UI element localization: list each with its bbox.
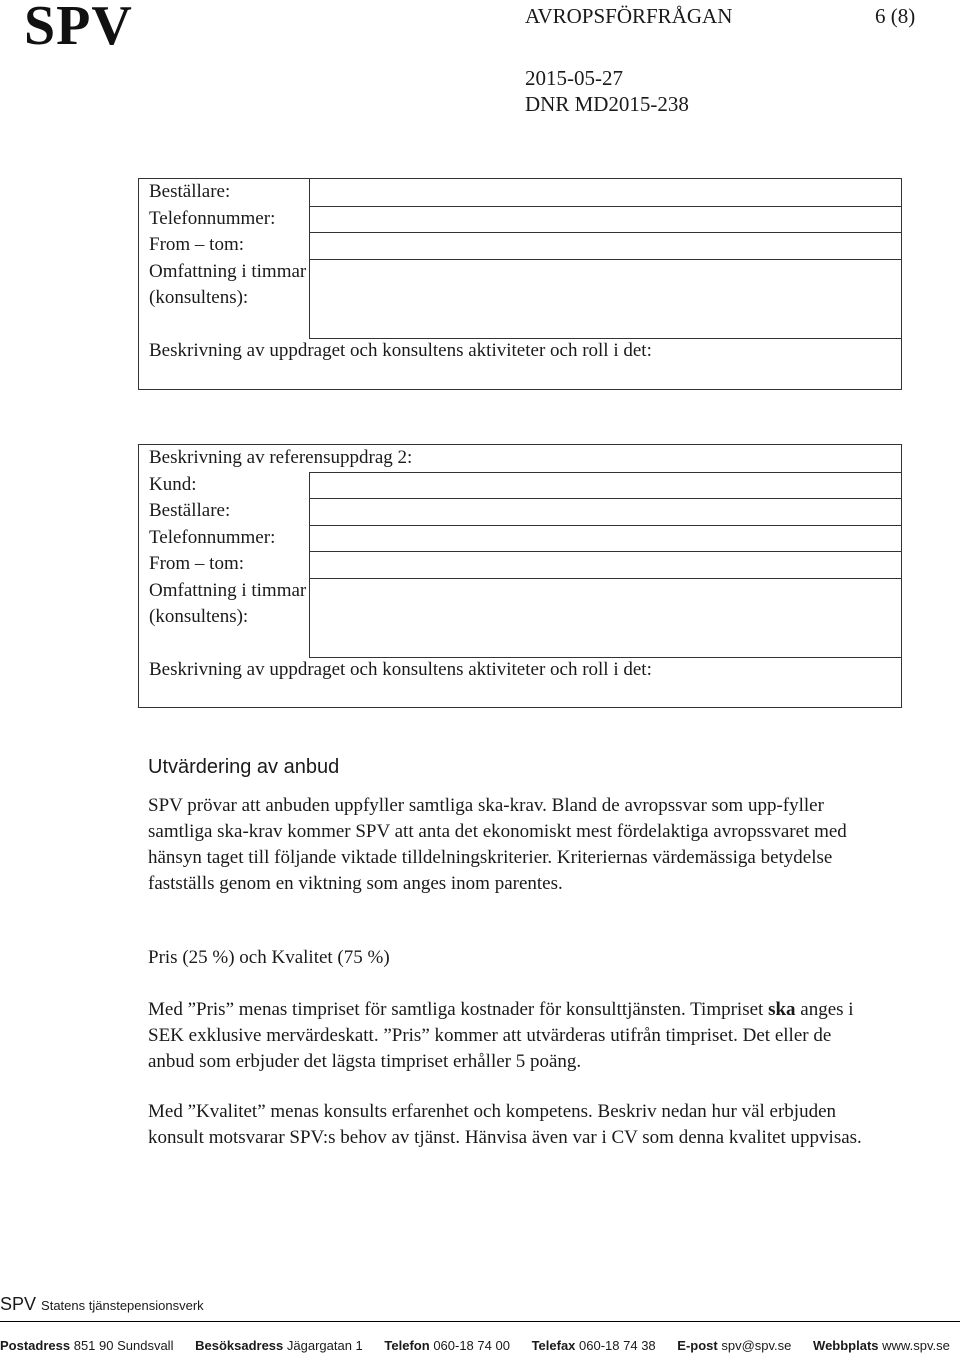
contact-label: Besöksadress	[195, 1338, 284, 1353]
field-label: Omfattning i timmar (konsultens):	[149, 579, 307, 627]
field-label: Beställare:	[149, 500, 231, 521]
contact-value: 851 90 Sundsvall	[73, 1338, 174, 1353]
document-registration-number: DNR MD2015-238	[525, 92, 689, 116]
field-label: Omfattning i timmar (konsultens):	[149, 260, 307, 308]
price-text-part: Med ”Pris” menas timpriset för samtliga kostnader för konsulttjänsten. Timpriset	[148, 999, 769, 1020]
row-divider	[309, 338, 901, 339]
emphasis-text: ska	[768, 999, 796, 1020]
reference-assignment-title: Beskrivning av referensuppdrag 2:	[149, 447, 413, 468]
table-row	[139, 498, 901, 525]
price-text-part: anges i SEK exklusive mervärdeskatt. ”Pris” kommer att utvärderas utifrån timpriset. Det eller de anbud som erbjuder det lägsta timpriset erhåller 5 poäng.	[148, 999, 854, 1072]
price-criterion-paragraph	[148, 997, 878, 1075]
quality-criterion-paragraph: Med ”Kvalitet” menas konsults erfarenhet och kompetens. Beskriv nedan hur väl erbjuden konsult motsvarar SPV:s behov av tjänst. Hänvisa även var i CV som denna kvalitet uppvisas.	[148, 1101, 862, 1148]
field-label: From – tom:	[149, 553, 245, 574]
contact-label: Postadress	[0, 1338, 71, 1353]
contact-value: 060-18 74 00	[433, 1338, 510, 1353]
table-row	[139, 472, 901, 499]
footer-visiting-address	[195, 1338, 363, 1353]
table-row	[139, 232, 901, 259]
assignment-description-label: Beskrivning av uppdraget och konsultens aktiviteter och roll i det:	[149, 340, 652, 361]
footer-divider	[0, 1321, 960, 1322]
reference-assignment-1-table	[138, 178, 902, 390]
field-label: Kund:	[149, 473, 197, 495]
footer-postal-address	[0, 1338, 173, 1353]
footer-phone	[384, 1338, 510, 1353]
footer-contact-info	[0, 1338, 960, 1353]
contact-value: Jägargatan 1	[286, 1338, 363, 1353]
page-number: 6 (8)	[875, 4, 916, 28]
footer-fax	[532, 1338, 656, 1353]
contact-value: 060-18 74 38	[579, 1338, 656, 1353]
document-type: AVROPSFÖRFRÅGAN	[525, 4, 733, 28]
spv-logo: SPV	[24, 0, 133, 57]
evaluation-heading: Utvärdering av anbud	[148, 756, 340, 778]
assignment-description-label: Beskrivning av uppdraget och konsultens aktiviteter och roll i det:	[149, 659, 652, 680]
footer-email	[677, 1338, 791, 1353]
table-row	[139, 179, 901, 206]
contact-label: Telefax	[531, 1338, 576, 1353]
field-label: Telefonnummer:	[149, 526, 276, 548]
criteria-weights-paragraph: Pris (25 %) och Kvalitet (75 %)	[148, 947, 390, 968]
table-row	[139, 525, 901, 552]
footer-website	[813, 1338, 950, 1353]
reference-assignment-2-table	[138, 444, 902, 708]
contact-label: Webbplats	[813, 1338, 879, 1353]
table-row	[139, 578, 901, 658]
field-label: Telefonnummer:	[149, 207, 276, 229]
contact-label: Telefon	[384, 1338, 430, 1353]
document-date: 2015-05-27	[525, 66, 623, 90]
table-row	[139, 551, 901, 578]
field-label: From – tom:	[149, 234, 245, 255]
row-divider	[309, 657, 901, 658]
table-row	[139, 206, 901, 233]
contact-value: www.spv.se	[882, 1338, 950, 1353]
contact-value: spv@spv.se	[721, 1338, 792, 1353]
contact-label: E-post	[677, 1338, 718, 1353]
footer-organization	[0, 1294, 204, 1315]
footer-abbreviation: SPV	[0, 1294, 37, 1314]
footer-organization-name: Statens tjänstepensionsverk	[41, 1298, 204, 1313]
field-label: Beställare:	[149, 181, 231, 202]
table-row	[139, 259, 901, 339]
evaluation-intro-paragraph: SPV prövar att anbuden uppfyller samtliga ska-krav. Bland de avropssvar som upp-fyller samtliga ska-krav kommer SPV att anta det ekonomiskt mest fördelaktiga avropssvaret med hänsyn taget till följande viktade tilldelningskriterier. Kriteriernas värdemässiga betydelse fastställs genom en viktning som anges inom parentes.	[148, 795, 847, 894]
